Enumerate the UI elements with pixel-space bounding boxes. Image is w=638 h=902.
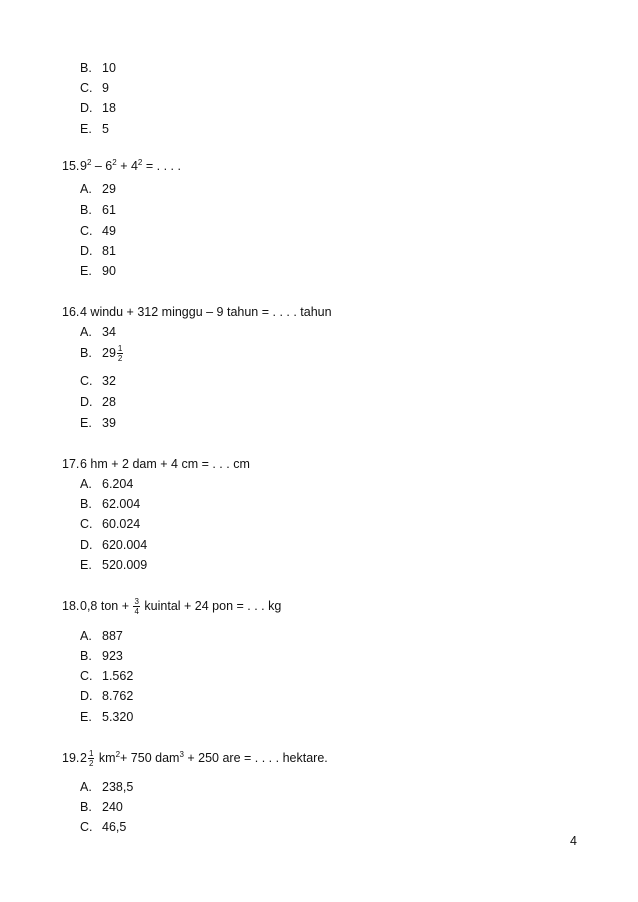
option-d: D. 28: [80, 395, 116, 409]
question-16-text: 16.4 windu + 312 minggu – 9 tahun = . . . . tahun: [62, 305, 332, 319]
option-b: B. 10: [80, 61, 116, 75]
mixed-fraction: $\frac{1}{2}$: [88, 749, 94, 768]
option-b: B. 62.004: [80, 497, 141, 511]
option-a: A. 238,5: [80, 780, 134, 794]
fraction: $\frac{3}{4}$: [134, 597, 139, 616]
question-15-text: $15.9^2 - 6^2 + 4^2$ = . . . .: [62, 158, 181, 173]
option-e: E. 5.320: [80, 710, 134, 724]
question-19-text: 19.2 $\frac{1}{2}$ $km^2+ 750$ dam$^3$ + 250 are = . . . . hektare.: [62, 749, 328, 768]
option-e: E. 520.009: [80, 558, 148, 572]
option-e: E. 90: [80, 264, 116, 278]
option-a: A. 34: [80, 325, 116, 339]
option-c: C. 9: [80, 81, 109, 95]
option-b: B. 29 $\frac{1}{2}$: [80, 344, 123, 363]
option-b: B. 923: [80, 649, 123, 663]
mixed-fraction: $\frac{1}{2}$: [117, 344, 123, 363]
option-a: A. 29: [80, 182, 116, 196]
question-17-text: 17.6 hm + 2 dam + 4 cm = . . . cm: [62, 457, 250, 471]
option-a: A. 6.204: [80, 477, 134, 491]
option-c: C. 60.024: [80, 517, 141, 531]
question-18-text: 18.0,8 ton + $\frac{3}{4}$ kuintal + 24 pon = . . . kg: [62, 597, 282, 616]
option-e: E. 39: [80, 416, 116, 430]
page-number: 4: [570, 834, 577, 848]
option-d: D. 81: [80, 244, 116, 258]
option-b: B. 61: [80, 203, 116, 217]
option-b: B. 240: [80, 800, 123, 814]
option-c: C. 49: [80, 224, 116, 238]
option-d: D. 620.004: [80, 538, 148, 552]
option-c: C. 46,5: [80, 820, 127, 834]
option-e: E. 5: [80, 122, 109, 136]
option-c: C. 1.562: [80, 669, 134, 683]
option-a: A. 887: [80, 629, 123, 643]
option-d: D. 8.762: [80, 689, 134, 703]
option-d: D. 18: [80, 101, 116, 115]
option-c: C. 32: [80, 374, 116, 388]
